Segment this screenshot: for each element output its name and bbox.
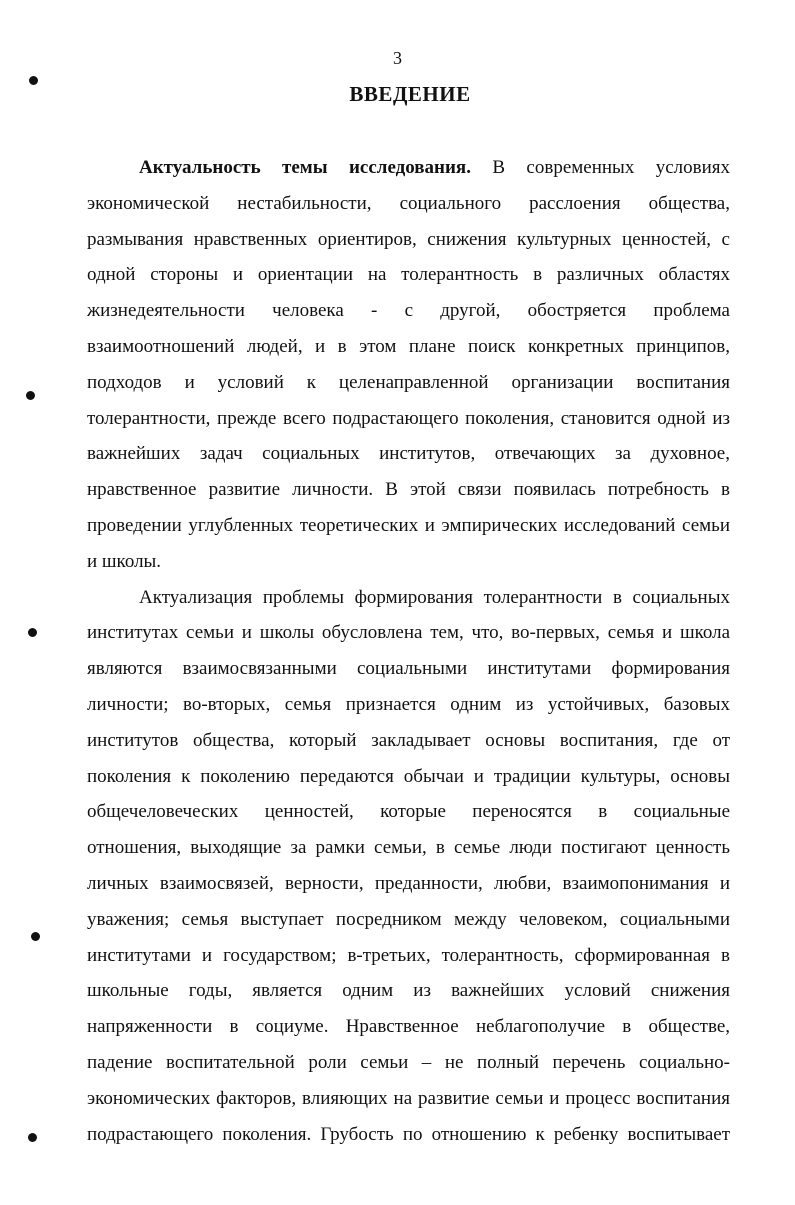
paragraph-line: экономической нестабильности, социального расслоения общества, [87, 192, 730, 214]
paragraph-line: Актуальность темы исследования. В современных условиях [139, 157, 731, 178]
paragraph-line: отношения, выходящие за рамки семьи, в семье люди постигают ценность [87, 837, 730, 859]
paragraph-line: нравственное развитие личности. В этой связи появилась потребность в [87, 479, 730, 501]
paragraph-line: жизнедеятельности человека - с другой, обостряется проблема [87, 300, 730, 322]
paragraph-line: общечеловеческих ценностей, которые переносятся в социальные [87, 801, 730, 823]
page-title: ВВЕДЕНИЕ [349, 82, 471, 106]
page-number: 3 [393, 48, 402, 68]
paragraph-line: институтами и государством; в-третьих, толерантность, сформированная в [87, 944, 730, 966]
paragraph-line: экономических факторов, влияющих на развитие семьи и процесс воспитания [87, 1087, 730, 1109]
paragraph-line: являются взаимосвязанными социальными институтами формирования [87, 658, 730, 680]
paragraph-line: подходов и условий к целенаправленной организации воспитания [87, 371, 730, 393]
paragraph-line: институтов общества, который закладывает основы воспитания, где от [87, 729, 730, 751]
binding-hole-mark [31, 932, 40, 941]
paragraph-line: напряженности в социуме. Нравственное неблагополучие в обществе, [87, 1016, 730, 1038]
binding-hole-mark [28, 1133, 37, 1142]
body-text [87, 150, 730, 1152]
paragraph-lead: Актуальность темы исследования. [139, 157, 471, 178]
paragraph-line: размывания нравственных ориентиров, снижения культурных ценностей, с [87, 228, 730, 250]
paragraph-line: одной стороны и ориентации на толерантность в различных областях [87, 264, 730, 286]
paragraph-line: толерантности, прежде всего подрастающего поколения, становится одной из [87, 407, 730, 429]
paragraph-line: школьные годы, является одним из важнейших условий снижения [87, 980, 730, 1002]
paragraph-line: личности; во-вторых, семья признается одним из устойчивых, базовых [87, 693, 730, 715]
paragraph-line: взаимоотношений людей, и в этом плане поиск конкретных принципов, [87, 335, 730, 357]
paragraph-line: уважения; семья выступает посредником между человеком, социальными [87, 908, 730, 930]
paragraph-line: институтах семьи и школы обусловлена тем, что, во-первых, семья и школа [87, 622, 730, 644]
paragraph-line: и школы. [87, 550, 162, 572]
paragraph-line: Актуализация проблемы формирования толерантности в социальных [139, 586, 730, 608]
paragraph-line: подрастающего поколения. Грубость по отношению к ребенку воспитывает [87, 1123, 730, 1145]
paragraph-line: важнейших задач социальных институтов, отвечающих за духовное, [87, 443, 730, 465]
binding-hole-mark [28, 628, 37, 637]
paragraph-line: поколения к поколению передаются обычаи и традиции культуры, основы [87, 765, 730, 787]
paragraph-line: проведении углубленных теоретических и эмпирических исследований семьи [87, 514, 730, 536]
paragraph-line: личных взаимосвязей, верности, преданности, любви, взаимопонимания и [87, 872, 730, 894]
binding-hole-mark [26, 391, 35, 400]
paragraph-line: падение воспитательной роли семьи – не полный перечень социально- [87, 1051, 730, 1073]
binding-hole-mark [29, 76, 38, 85]
